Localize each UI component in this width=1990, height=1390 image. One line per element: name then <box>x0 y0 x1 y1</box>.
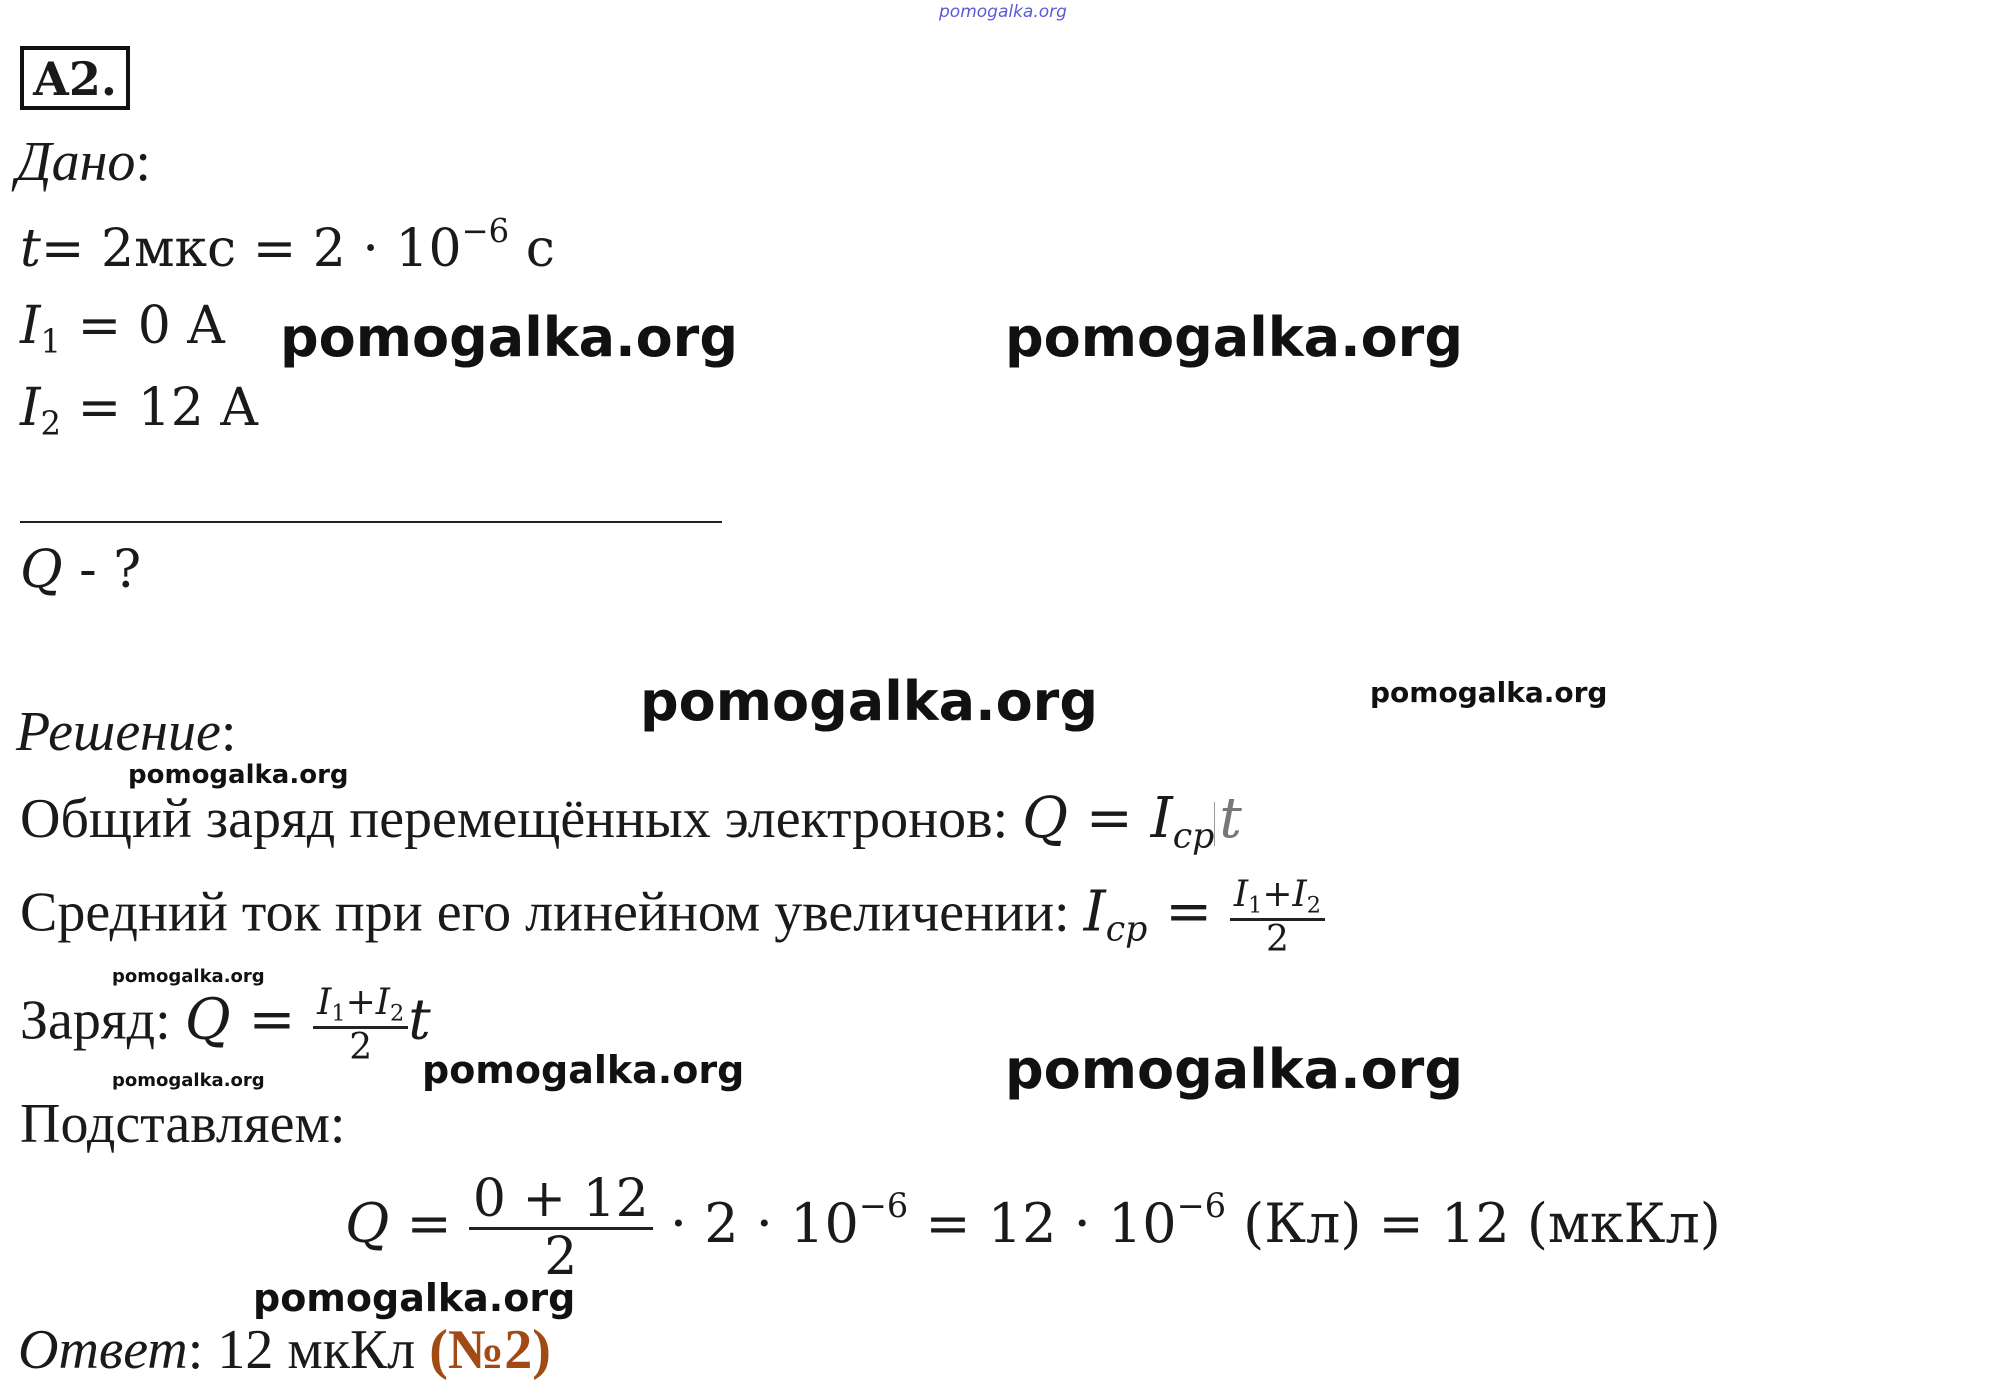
step2-num-b-sub: 2 <box>1306 892 1321 919</box>
watermark: pomogalka.org <box>112 966 265 987</box>
solution-step4: Подставляем: <box>20 1093 346 1155</box>
step3-num-a: I <box>317 982 332 1023</box>
step3-q: Q <box>184 987 231 1053</box>
step1-q: Q <box>1022 786 1069 851</box>
time-rhs: = 2мкс = 2 · 10 <box>40 219 462 280</box>
step3-denominator: 2 <box>349 1027 373 1069</box>
watermark: pomogalka.org <box>640 670 1098 733</box>
calc-line <box>345 1169 1721 1287</box>
time-exp: −6 <box>461 212 510 250</box>
given-heading-colon: : <box>135 131 151 193</box>
step1-t: t <box>1219 786 1242 851</box>
step2-i: I <box>1083 879 1106 945</box>
answer-value: 12 мкКл <box>203 1319 430 1381</box>
step1-i-sub: cp <box>1172 816 1215 857</box>
step2-num-a: I <box>1233 874 1249 915</box>
answer-ref: (№2) <box>429 1319 551 1381</box>
calc-eq: = <box>389 1192 469 1256</box>
i1-sub: 1 <box>40 322 62 361</box>
calc-rest3: (Кл) = 12 (мкКл) <box>1226 1192 1721 1256</box>
step3-text: Заряд: <box>20 989 185 1052</box>
solution-heading <box>16 700 236 764</box>
step2-denominator: 2 <box>1265 919 1289 961</box>
solution-heading-text: Решение <box>16 701 221 763</box>
i1-rhs: = 0 A <box>61 296 225 356</box>
step2-num-a-sub: 1 <box>1248 892 1263 919</box>
watermark: pomogalka.org <box>1005 1038 1463 1101</box>
given-line-i2 <box>20 378 258 443</box>
given-heading-text: Дано <box>16 131 136 193</box>
given-heading <box>16 130 151 194</box>
step2-fraction <box>1230 876 1325 959</box>
calc-numerator: 0 + 12 <box>469 1172 653 1230</box>
step2-plus: + <box>1262 874 1293 915</box>
calc-rest1: · 2 · 10 <box>652 1192 859 1256</box>
answer-label: Ответ <box>18 1319 188 1381</box>
find-text: - ? <box>62 540 142 600</box>
i2-rhs: = 12 A <box>61 378 258 438</box>
calc-fraction <box>469 1169 653 1287</box>
watermark: pomogalka.org <box>112 1070 265 1091</box>
step3-num-b: I <box>375 982 391 1023</box>
calc-exp2: −6 <box>1176 1185 1226 1225</box>
calc-rest2: = 12 · 10 <box>908 1192 1177 1256</box>
watermark: pomogalka.org <box>128 760 349 790</box>
given-line-i1 <box>20 296 225 361</box>
step3-t: t <box>408 987 431 1053</box>
answer-colon: : <box>187 1319 204 1381</box>
step2-num-b: I <box>1292 874 1307 915</box>
task-label: A2. <box>20 46 130 110</box>
calc-q: Q <box>345 1192 390 1256</box>
step1-text: Общий заряд перемещённых электронов: <box>20 788 1023 850</box>
text-cursor <box>1214 802 1215 846</box>
find-line <box>20 540 141 600</box>
step2-eq: = <box>1147 879 1230 945</box>
step3-num-a-sub: 1 <box>331 1000 346 1027</box>
step1-i: I <box>1150 786 1173 851</box>
var-i1: I <box>20 296 41 356</box>
time-unit: с <box>509 219 555 280</box>
solution-step3 <box>20 984 431 1067</box>
watermark: pomogalka.org <box>1370 676 1608 709</box>
solution-step2 <box>20 876 1325 959</box>
step1-eq: = <box>1068 786 1151 851</box>
watermark: pomogalka.org <box>280 306 738 369</box>
step2-text: Средний ток при его линейном увеличении: <box>20 881 1084 944</box>
watermark: pomogalka.org <box>422 1048 745 1092</box>
given-divider <box>20 521 722 523</box>
var-t: t <box>20 219 41 280</box>
watermark: pomogalka.org <box>1005 306 1463 369</box>
step3-numerator <box>313 984 408 1029</box>
top-watermark: pomogalka.org <box>939 2 1067 22</box>
step3-plus: + <box>345 982 376 1023</box>
step3-fraction <box>313 984 408 1067</box>
given-line-time <box>20 212 555 279</box>
step3-eq: = <box>230 987 314 1053</box>
solution-heading-colon: : <box>220 701 237 763</box>
step3-num-b-sub: 2 <box>390 1000 405 1027</box>
step2-numerator <box>1230 876 1325 921</box>
answer-line <box>18 1318 551 1382</box>
find-var: Q <box>20 540 63 600</box>
calc-denominator: 2 <box>544 1226 578 1287</box>
var-i2: I <box>20 378 41 438</box>
calc-exp1: −6 <box>858 1185 909 1225</box>
step2-i-sub: cp <box>1105 909 1148 950</box>
i2-sub: 2 <box>40 404 62 443</box>
solution-step1 <box>20 786 1242 856</box>
watermark: pomogalka.org <box>253 1276 576 1320</box>
